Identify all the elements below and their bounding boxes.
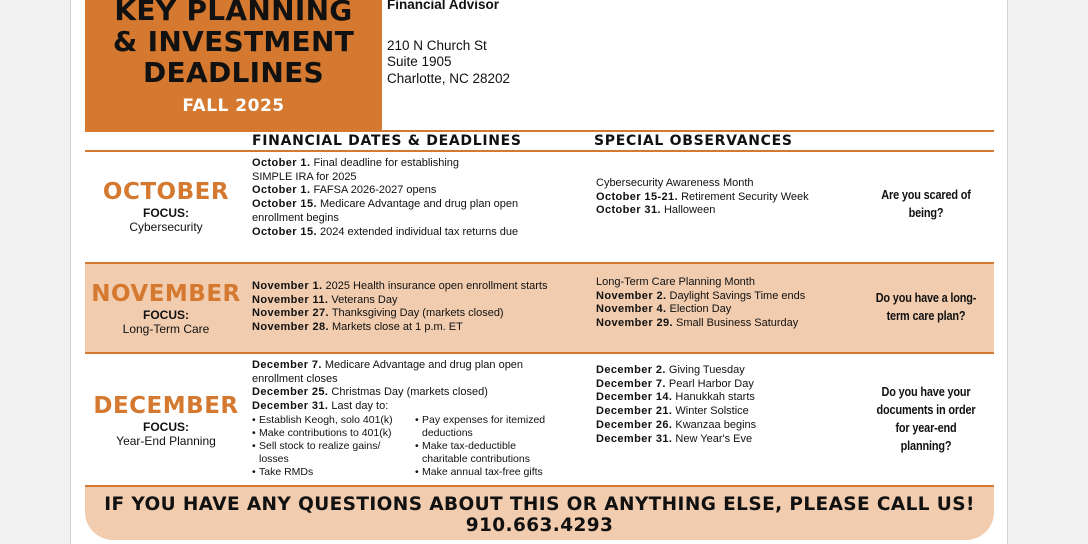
contact-callout <box>85 487 994 540</box>
observance-text: Daylight Savings Time ends <box>669 289 806 302</box>
checklist-column <box>252 414 415 479</box>
date-text-continued: enrollment closes <box>252 372 338 385</box>
observance-entry <box>596 204 866 218</box>
date-label: December 7. <box>252 359 322 371</box>
observance-date: November 2. <box>596 289 667 302</box>
observances-list <box>596 177 866 218</box>
focus-question: Do you have a long-term care plan? <box>875 290 977 323</box>
date-text: Medicare Advantage and drug plan open <box>324 359 524 371</box>
observance-date: December 21. <box>596 405 673 418</box>
observance-date: December 14. <box>596 391 673 404</box>
divider <box>85 130 994 132</box>
date-label: December 25. <box>252 386 329 399</box>
observance-date: December 7. <box>596 377 666 390</box>
financial-dates-list <box>252 280 582 335</box>
focus-label: FOCUS: <box>143 206 189 220</box>
month-section-october <box>85 152 994 262</box>
observance-entry <box>596 290 866 304</box>
date-label: October 1. <box>252 157 311 169</box>
observance-text: Halloween <box>663 204 716 217</box>
observance-entry <box>596 405 866 419</box>
observance-text: New Year's Eve <box>675 432 753 445</box>
observance-text: Kwanzaa begins <box>675 418 757 431</box>
observance-text: Winter Solstice <box>675 405 749 418</box>
checklist-item: • Pay expenses for itemized deductions <box>415 414 562 440</box>
date-text-continued: SIMPLE IRA for 2025 <box>252 170 357 183</box>
checklist-item: • Make annual tax-free gifts <box>415 466 565 479</box>
date-entry <box>252 226 572 240</box>
date-label: October 15. <box>252 225 317 238</box>
checklist-item: • Sell stock to realize gains/ losses <box>252 440 389 466</box>
year-end-checklist <box>252 414 582 479</box>
checklist-item: • Establish Keogh, solo 401(k) <box>252 414 415 427</box>
date-entry <box>252 359 582 373</box>
date-label: October 15. <box>252 198 317 211</box>
callout-message: IF YOU HAVE ANY QUESTIONS ABOUT THIS OR ANYTHING ELSE, PLEASE CALL US! <box>104 494 975 515</box>
month-heading <box>85 393 247 449</box>
month-name: DECEMBER <box>93 393 239 419</box>
observances-column-header: SPECIAL OBSERVANCES <box>594 133 793 149</box>
month-heading <box>85 281 247 337</box>
observance-entry <box>596 419 866 433</box>
date-label: December 31. <box>252 400 329 413</box>
newsletter-page <box>70 0 1008 544</box>
observance-date: December 31. <box>596 432 673 445</box>
observance-date: November 29. <box>596 317 673 330</box>
month-heading <box>85 179 247 235</box>
focus-question: Do you have your documents in order for year-end planning? <box>876 384 976 453</box>
date-entry <box>252 294 582 308</box>
focus-value: Long-Term Care <box>122 322 210 336</box>
observance-text: Election Day <box>669 303 732 316</box>
checklist-item: • Take RMDs <box>252 466 415 479</box>
date-text: Last day to: <box>331 400 389 413</box>
date-text: FAFSA 2026-2027 opens <box>313 184 437 197</box>
focus-value: Cybersecurity <box>129 220 203 234</box>
observance-entry <box>596 317 866 331</box>
observance-text: Small Business Saturday <box>676 317 799 330</box>
observance-date: December 26. <box>596 418 673 431</box>
dates-column-header: FINANCIAL DATES & DEADLINES <box>252 133 522 149</box>
financial-dates-list <box>252 359 582 479</box>
focus-value: Year-End Planning <box>116 434 216 448</box>
financial-dates-list <box>252 157 572 239</box>
observance-text: Retirement Security Week <box>681 190 809 203</box>
observance-entry <box>596 303 866 317</box>
observance-date: December 2. <box>596 364 666 376</box>
month-name: NOVEMBER <box>91 281 241 307</box>
date-label: November 28. <box>252 321 329 334</box>
advisor-address-line: Charlotte, NC 28202 <box>387 70 511 86</box>
advisor-address-line: 210 N Church St <box>387 37 487 53</box>
date-label: October 1. <box>252 184 311 197</box>
date-text: Markets close at 1 p.m. ET <box>332 321 463 334</box>
banner-title-line: DEADLINES <box>143 56 324 89</box>
advisor-info <box>387 0 510 87</box>
advisor-title: Financial Advisor <box>387 0 500 12</box>
date-entry <box>252 386 582 400</box>
focus-label: FOCUS: <box>143 420 189 434</box>
date-entry <box>252 280 582 294</box>
date-entry <box>252 198 572 212</box>
month-section-november <box>85 264 994 352</box>
observance-entry <box>596 391 866 405</box>
banner-title-line: KEY PLANNING <box>114 0 353 27</box>
observance-text: Pearl Harbor Day <box>668 377 754 390</box>
focus-label: FOCUS: <box>143 308 189 322</box>
title-banner <box>85 0 382 130</box>
date-entry <box>252 400 582 414</box>
date-text: Christmas Day (markets closed) <box>331 386 488 399</box>
date-text-continued: enrollment begins <box>252 211 339 224</box>
date-text: 2025 Health insurance open enrollment starts <box>325 280 548 292</box>
date-text: Thanksgiving Day (markets closed) <box>331 307 504 320</box>
date-entry <box>252 321 582 335</box>
phone-number[interactable]: 910.663.4293 <box>465 515 614 536</box>
banner-subtitle: FALL 2025 <box>182 96 285 116</box>
date-entry <box>252 157 572 171</box>
focus-question: Are you scared of being? <box>881 187 971 220</box>
observance-text: Giving Tuesday <box>668 364 745 376</box>
advisor-address-line: Suite 1905 <box>387 54 452 69</box>
date-text: Final deadline for establishing <box>313 157 460 169</box>
observance-date: October 31. <box>596 204 661 217</box>
banner-title-line: & INVESTMENT <box>112 25 355 58</box>
date-label: November 1. <box>252 280 323 292</box>
date-label: November 11. <box>252 293 329 306</box>
date-entry <box>252 184 572 198</box>
observance-intro: Long-Term Care Planning Month <box>596 276 755 288</box>
observances-list <box>596 364 866 446</box>
month-name: OCTOBER <box>102 179 230 205</box>
observance-intro: Cybersecurity Awareness Month <box>596 177 754 189</box>
date-entry <box>252 307 582 321</box>
checklist-column <box>415 414 565 479</box>
date-text: Medicare Advantage and drug plan open <box>319 198 519 211</box>
observance-entry <box>596 433 866 447</box>
observance-entry <box>596 191 866 205</box>
month-section-december <box>85 354 994 485</box>
observance-entry <box>596 364 866 378</box>
observance-date: November 4. <box>596 303 667 316</box>
observance-date: October 15-21. <box>596 190 679 203</box>
observance-entry <box>596 378 866 392</box>
checklist-item: • Make tax-deductible charitable contributions <box>415 440 540 466</box>
checklist-item: • Make contributions to 401(k) <box>252 427 415 440</box>
observances-list <box>596 276 866 331</box>
date-text: 2024 extended individual tax returns due <box>319 225 519 238</box>
date-label: November 27. <box>252 307 329 320</box>
observance-text: Hanukkah starts <box>675 391 755 404</box>
date-text: Veterans Day <box>331 293 398 306</box>
